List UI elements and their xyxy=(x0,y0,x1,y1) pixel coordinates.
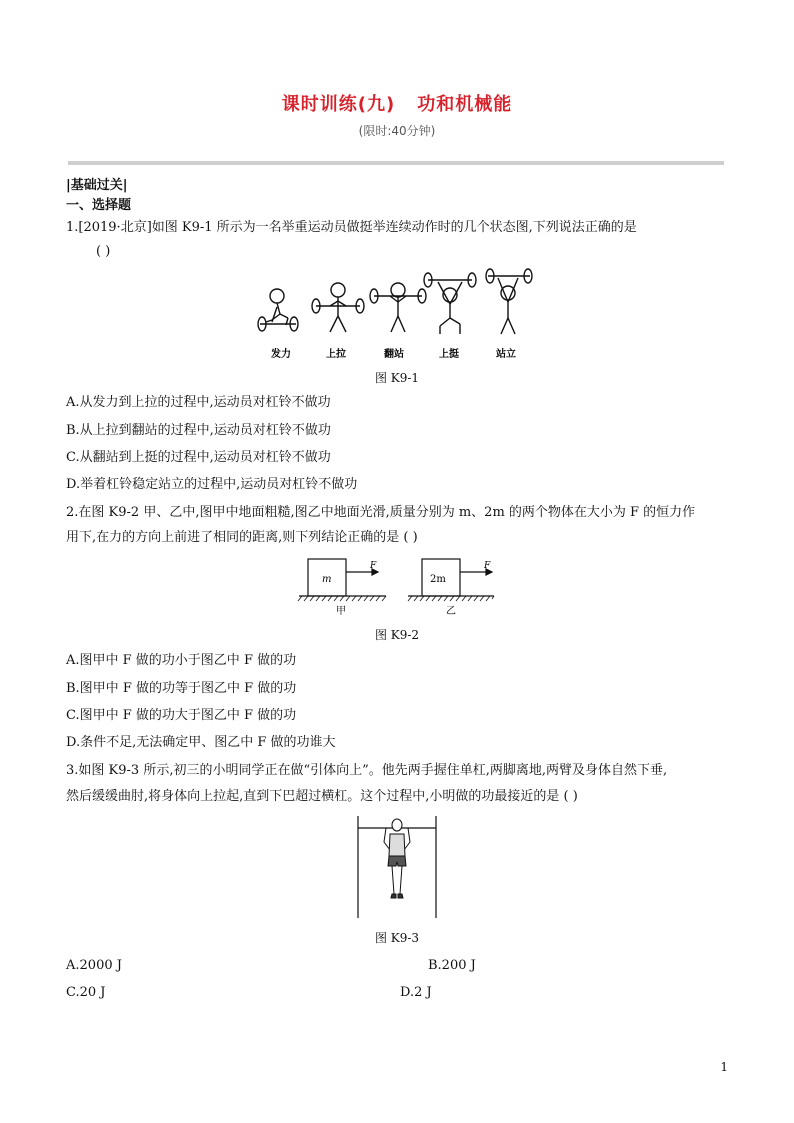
figure-label: 上拉 xyxy=(326,349,346,360)
lifter-icon xyxy=(486,269,532,334)
figure-k9-2-blocks xyxy=(296,556,496,618)
time-limit: (限时:40分钟) xyxy=(358,124,436,138)
page-title xyxy=(0,90,794,116)
q2-option-a: A.图甲中 F 做的功小于图乙中 F 做的功 xyxy=(66,653,297,668)
q3-option-a: A.2000 J xyxy=(66,958,122,973)
q2-option-d: D.条件不足,无法确定甲、图乙中 F 做的功谁大 xyxy=(66,735,336,750)
lifter-icon xyxy=(370,283,426,332)
q3-stem-line2: 然后缓缓曲肘,将身体向上拉起,直到下巴超过横杠。这个过程中,小明做的功最接近的是 ( ) xyxy=(66,789,578,804)
q3-option-b: B.200 J xyxy=(428,958,476,973)
lifter-icon xyxy=(258,289,298,331)
q1-option-a: A.从发力到上拉的过程中,运动员对杠铃不做功 xyxy=(66,395,331,410)
q3-stem-line1: 3.如图 K9-3 所示,初三的小明同学正在做“引体向上”。他先两手握住单杠,两脚离地,两臂及身体自然下垂, xyxy=(66,763,668,778)
force-label: F xyxy=(370,561,377,571)
q1-option-b: B.从上拉到翻站的过程中,运动员对杠铃不做功 xyxy=(66,423,331,438)
q1-option-c: C.从翻站到上挺的过程中,运动员对杠铃不做功 xyxy=(66,450,331,465)
q2-caption: 图 K9-2 xyxy=(374,628,420,642)
q1-caption: 图 K9-1 xyxy=(374,371,420,385)
lifter-icon xyxy=(424,273,476,334)
title-left: 课时训练(九) xyxy=(281,94,396,115)
q3-caption: 图 K9-3 xyxy=(374,931,420,945)
title-right: 功和机械能 xyxy=(417,94,513,115)
figure-label: 翻站 xyxy=(384,349,404,360)
figure-k9-1-weightlifting xyxy=(250,262,550,362)
q2-option-b: B.图甲中 F 做的功等于图乙中 F 做的功 xyxy=(66,681,297,696)
header-divider xyxy=(68,161,724,165)
left-caption: 甲 xyxy=(336,606,346,617)
q1-option-d: D.举着杠铃稳定站立的过程中,运动员对杠铃不做功 xyxy=(66,477,358,492)
q1-stem-line2: ( ) xyxy=(96,244,111,259)
page-number: 1 xyxy=(720,1060,728,1074)
figure-label: 发力 xyxy=(271,349,291,360)
q1-stem-line1: 1.[2019·北京]如图 K9-1 所示为一名举重运动员做挺举连续动作时的几个状态图,下列说法正确的是 xyxy=(66,220,637,235)
figure-label: 站立 xyxy=(496,349,516,360)
q2-stem-line1: 2.在图 K9-2 甲、乙中,图甲中地面粗糙,图乙中地面光滑,质量分别为 m、2m 的两个物体在大小为 F 的恒力作 xyxy=(66,505,696,520)
block-m-label: m xyxy=(322,574,332,585)
q2-stem-line2: 用下,在力的方向上前进了相同的距离,则下列结论正确的是 ( ) xyxy=(66,530,418,545)
lifter-icon xyxy=(312,283,364,332)
figure-k9-3-pullup xyxy=(352,812,442,920)
block-2m-label: 2m xyxy=(430,574,446,585)
q2-option-c: C.图甲中 F 做的功大于图乙中 F 做的功 xyxy=(66,708,297,723)
section-heading: |基础过关| xyxy=(66,178,128,193)
figure-label: 上挺 xyxy=(439,349,459,360)
force-label: F xyxy=(484,561,491,571)
right-caption: 乙 xyxy=(446,606,456,617)
q3-option-d: D.2 J xyxy=(400,985,432,1000)
part-heading: 一、选择题 xyxy=(66,198,132,213)
q3-option-c: C.20 J xyxy=(66,985,106,1000)
